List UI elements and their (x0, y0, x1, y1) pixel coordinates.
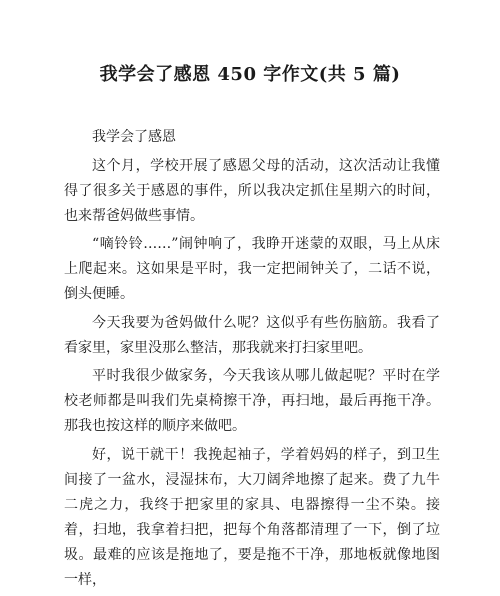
paragraph-1: 这个月，学校开展了感恩父母的活动，这次活动让我懂得了很多关于感恩的事件，所以我决定抓住星期六的时间，也来帮爸妈做些事情。 (64, 157, 440, 224)
paragraph-4: 平时我很少做家务，今天我该从哪儿做起呢？平时在学校老师都是叫我们先桌椅擦干净，再扫地，最后再拖干净。那我也按这样的顺序来做吧。 (64, 368, 440, 434)
essay-body (64, 125, 440, 596)
essay-title: 我学会了感恩 (92, 129, 176, 145)
paragraph-2: “嘀铃铃……”闹钟响了，我睁开迷蒙的双眼，马上从床上爬起来。这如果是平时，我一定把闹钟关了，二话不说，倒头便睡。 (64, 236, 440, 302)
paragraph-3: 今天我要为爸妈做什么呢？这似乎有些伤脑筋。我看了看家里，家里没那么整洁，那我就来打扫家里吧。 (64, 314, 440, 356)
document-title: 我学会了感恩 450 字作文(共 5 篇) (99, 64, 401, 85)
paragraph-5: 好，说干就干！我挽起袖子，学着妈妈的样子，到卫生间接了一盆水，浸湿抹布，大刀阔斧地擦了起来。费了九牛二虎之力，我终于把家里的家具、电器擦得一尘不染。接着，扫地，我拿着扫把，把每个角落都清理了一下，倒了垃圾。最难的应该是拖地了，要是拖不干净，那地板就像地图一样， (64, 446, 440, 588)
